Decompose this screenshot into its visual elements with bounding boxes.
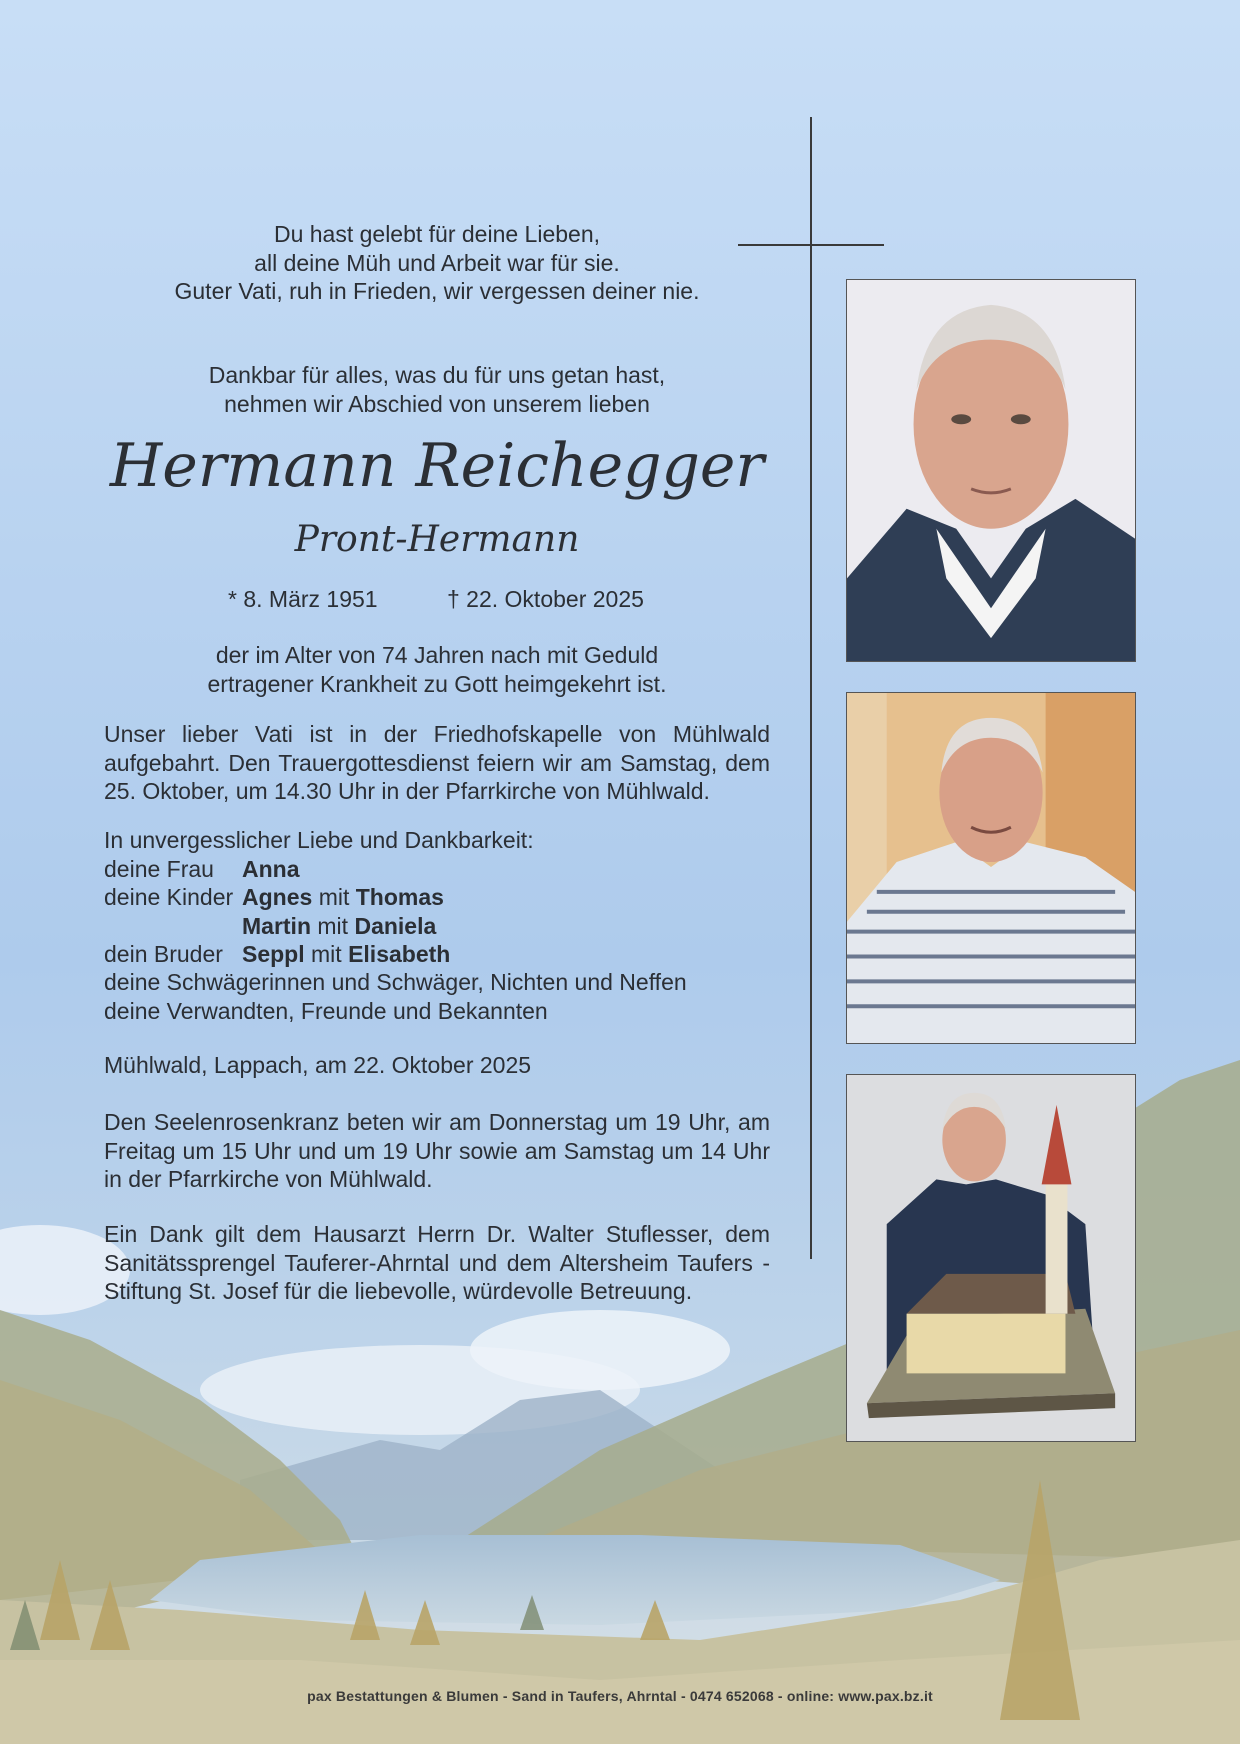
child-partner: Daniela: [354, 913, 437, 939]
deceased-name: Hermann Reichegger: [109, 431, 765, 501]
wife-label: deine Frau: [104, 856, 214, 882]
child-name: Agnes: [242, 884, 313, 910]
mourners-heading: In unvergesslicher Liebe und Dankbarkeit:: [104, 827, 534, 853]
model-church-photo: [846, 1074, 1136, 1442]
mourner-children: [104, 883, 444, 912]
mourners-in-laws: deine Schwägerinnen und Schwäger, Nichten und Neffen: [104, 969, 687, 995]
cross-horizontal-line: [738, 244, 884, 246]
mit-word: mit: [317, 913, 349, 939]
birth-date: * 8. März 1951: [228, 586, 378, 612]
verse-line: all deine Müh und Arbeit war für sie.: [254, 249, 620, 276]
verse-line: Du hast gelebt für deine Lieben,: [273, 221, 601, 247]
funeral-text: Unser lieber Vati ist in der Friedhofskapelle von Mühlwald aufgebahrt. Den Trauergottesdienst feiern wir am Samstag, dem 25. Oktober, um 14.30 Uhr in der Pfarrkirche von Mühlwald.: [104, 721, 770, 804]
brother-partner: Elisabeth: [348, 941, 451, 967]
age-line: ertragener Krankheit zu Gott heimgekehrt ist.: [207, 670, 667, 697]
death-date: † 22. Oktober 2025: [447, 586, 644, 612]
intro-text: [150, 361, 724, 418]
mourner-brother: [104, 940, 451, 969]
mit-word: mit: [311, 941, 342, 967]
rosary-text: Den Seelenrosenkranz beten wir am Donnerstag um 19 Uhr, am Freitag um 15 Uhr und um 19 Uhr sowie am Samstag um 14 Uhr in der Pfarrkirche von Mühlwald.: [104, 1109, 770, 1192]
mit-word: mit: [318, 884, 350, 910]
mourners-relatives: deine Verwandten, Freunde und Bekannten: [104, 998, 548, 1024]
wife-name: Anna: [242, 856, 300, 882]
verse: [150, 220, 724, 306]
age-text: [150, 641, 724, 698]
mourner-wife: [104, 855, 300, 884]
child-name: Martin: [242, 913, 311, 939]
seated-photo: [846, 692, 1136, 1044]
deceased-nickname: Pront-Hermann: [294, 519, 580, 560]
age-line: der im Alter von 74 Jahren nach mit Geduld: [215, 642, 659, 668]
portrait-photo: [846, 279, 1136, 662]
place-date: Mühlwald, Lappach, am 22. Oktober 2025: [104, 1052, 532, 1078]
thanks-text: Ein Dank gilt dem Hausarzt Herrn Dr. Walter Stuflesser, dem Sanitätssprengel Tauferer-Ahrntal und dem Altersheim Taufers - Stiftung St. Josef für die liebevolle, würdevolle Betreuung.: [104, 1221, 770, 1304]
children-label: deine Kinder: [104, 884, 234, 910]
child-partner: Thomas: [355, 884, 444, 910]
brother-label: dein Bruder: [104, 941, 223, 967]
footer-imprint: pax Bestattungen & Blumen - Sand in Taufers, Ahrntal - 0474 652068 - online: www.pax.bz.it: [307, 1688, 933, 1704]
brother-name: Seppl: [242, 941, 305, 967]
intro-line: nehmen wir Abschied von unserem lieben: [224, 390, 650, 417]
intro-line: Dankbar für alles, was du für uns getan hast,: [208, 362, 666, 388]
verse-line: Guter Vati, ruh in Frieden, wir vergessen deiner nie.: [174, 278, 700, 304]
cross-vertical-line: [810, 117, 812, 1259]
